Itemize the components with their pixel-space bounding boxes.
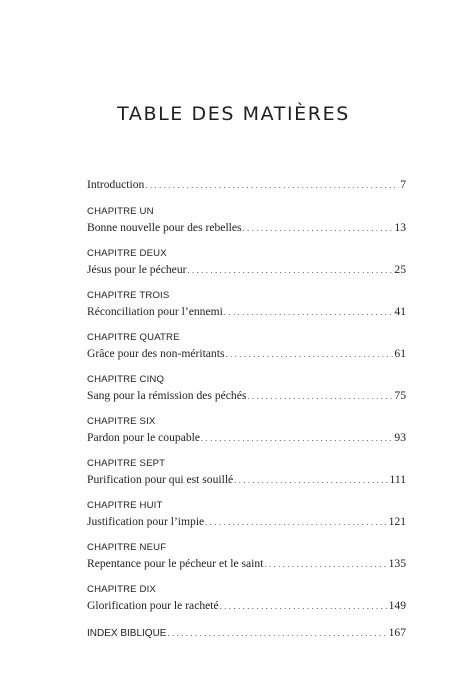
chapter-label: CHAPITRE DEUX bbox=[87, 248, 167, 259]
toc-entry-index[interactable] bbox=[87, 626, 406, 641]
toc-page-number: 93 bbox=[394, 431, 406, 444]
toc-page-number: 121 bbox=[388, 515, 406, 528]
chapter-label: CHAPITRE UN bbox=[87, 206, 154, 217]
dot-leader bbox=[205, 516, 387, 530]
dot-leader bbox=[243, 222, 394, 236]
toc-page-number: 13 bbox=[394, 221, 406, 234]
toc-line bbox=[87, 626, 406, 641]
page-title: TABLE DES MATIÈRES bbox=[117, 103, 350, 125]
chapter-label: CHAPITRE HUIT bbox=[87, 500, 163, 511]
chapter-label: CHAPITRE NEUF bbox=[87, 542, 167, 553]
toc-entry-title: Sang pour la rémission des péchés bbox=[87, 389, 247, 402]
chapter-label: CHAPITRE SEPT bbox=[87, 458, 166, 469]
toc-line bbox=[87, 515, 406, 530]
toc-entry-title: Jésus pour le pécheur bbox=[87, 263, 187, 276]
toc-entry-title: Bonne nouvelle pour des rebelles bbox=[87, 221, 242, 234]
toc-page-number: 75 bbox=[394, 389, 406, 402]
dot-leader bbox=[264, 558, 387, 572]
dot-leader bbox=[247, 390, 393, 404]
dot-leader bbox=[234, 474, 388, 488]
toc-entry-chapter-4[interactable] bbox=[87, 332, 406, 362]
toc-page-number: 167 bbox=[388, 626, 406, 639]
toc-line bbox=[87, 221, 406, 236]
toc-entry-chapter-3[interactable] bbox=[87, 290, 406, 320]
toc-entry-title: Pardon pour le coupable bbox=[87, 431, 201, 444]
toc-line bbox=[87, 599, 406, 614]
toc-entry-chapter-1[interactable] bbox=[87, 206, 406, 236]
toc-entry-chapter-10[interactable] bbox=[87, 584, 406, 614]
toc-page-number: 41 bbox=[394, 305, 406, 318]
toc-page-number: 61 bbox=[394, 347, 406, 360]
chapter-label: CHAPITRE TROIS bbox=[87, 290, 170, 301]
toc-entry-chapter-8[interactable] bbox=[87, 500, 406, 530]
dot-leader bbox=[167, 627, 387, 641]
chapter-label: CHAPITRE CINQ bbox=[87, 374, 165, 385]
toc-page-number: 149 bbox=[388, 599, 406, 612]
dot-leader bbox=[201, 432, 393, 446]
toc-entry-title: Repentance pour le pécheur et le saint bbox=[87, 557, 264, 570]
toc-entry-title: Purification pour qui est souillé bbox=[87, 473, 234, 486]
toc-line bbox=[87, 178, 406, 193]
toc-line bbox=[87, 557, 406, 572]
toc-entry-title: Glorification pour le racheté bbox=[87, 599, 219, 612]
dot-leader bbox=[187, 264, 393, 278]
dot-leader bbox=[145, 179, 399, 193]
toc-entry-title: Justification pour l’impie bbox=[87, 515, 205, 528]
toc-entry-introduction[interactable] bbox=[87, 178, 406, 193]
toc-entry-title: Grâce pour des non-méritants bbox=[87, 347, 225, 360]
dot-leader bbox=[224, 306, 394, 320]
toc-line bbox=[87, 431, 406, 446]
toc-entry-chapter-2[interactable] bbox=[87, 248, 406, 278]
toc-entry-title: INDEX BIBLIQUE bbox=[87, 628, 167, 639]
toc-page-number: 25 bbox=[394, 263, 406, 276]
toc-entry-chapter-7[interactable] bbox=[87, 458, 406, 488]
toc-line bbox=[87, 263, 406, 278]
toc-line bbox=[87, 305, 406, 320]
toc-line bbox=[87, 347, 406, 362]
toc-line bbox=[87, 473, 406, 488]
toc-entry-chapter-6[interactable] bbox=[87, 416, 406, 446]
toc-entry-chapter-5[interactable] bbox=[87, 374, 406, 404]
toc-page-number: 111 bbox=[389, 473, 406, 486]
toc-page-number: 7 bbox=[400, 178, 406, 191]
chapter-label: CHAPITRE DIX bbox=[87, 584, 156, 595]
toc-entry-title: Réconciliation pour l’ennemi bbox=[87, 305, 223, 318]
chapter-label: CHAPITRE SIX bbox=[87, 416, 156, 427]
dot-leader bbox=[225, 348, 393, 362]
toc-entry-chapter-9[interactable] bbox=[87, 542, 406, 572]
toc-line bbox=[87, 389, 406, 404]
toc-page-number: 135 bbox=[388, 557, 406, 570]
chapter-label: CHAPITRE QUATRE bbox=[87, 332, 180, 343]
dot-leader bbox=[220, 600, 388, 614]
toc-entry-title: Introduction bbox=[87, 178, 145, 191]
